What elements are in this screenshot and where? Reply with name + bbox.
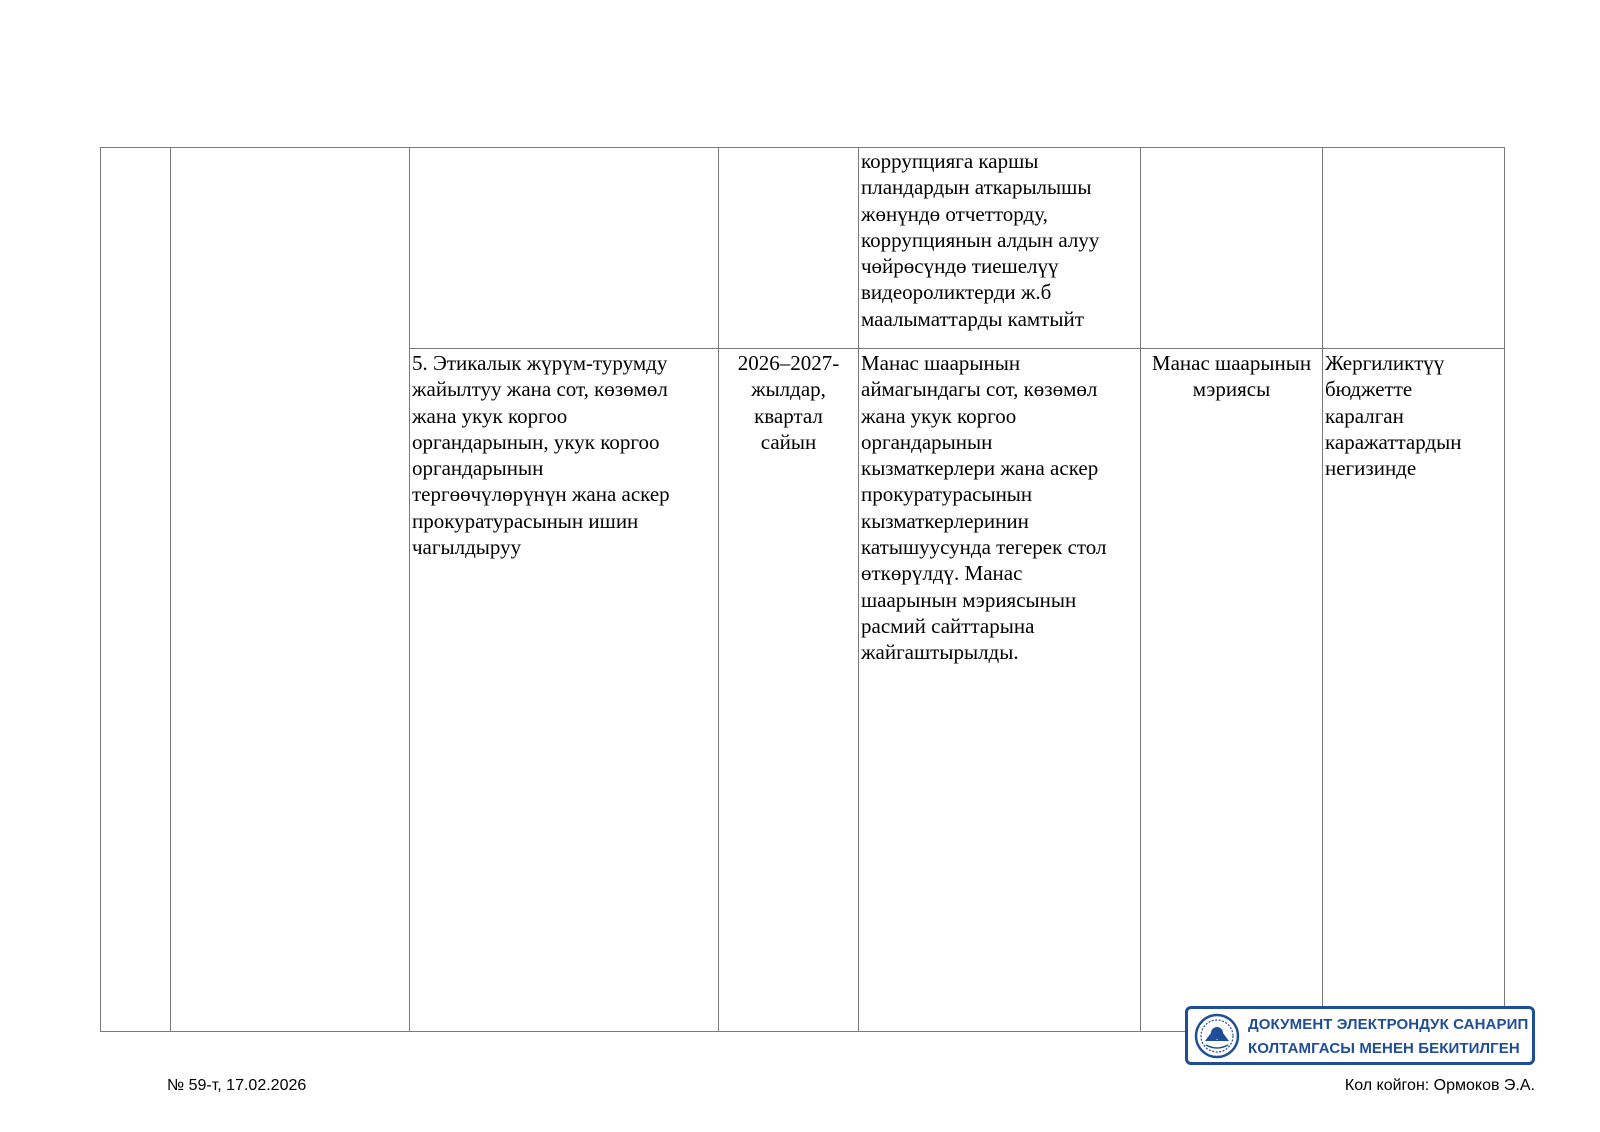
row2-funding-cell: Жергиликтүү бюджетте каралган каражаттардын негизинде: [1325, 351, 1462, 481]
column-border: [718, 147, 719, 1032]
row2-measure-cell: 5. Этикалык жүрүм-турумду жайылтуу жана сот, көзөмөл жана укук коргоо органдарынын, укук коргоо органдарынын тергөөчүлөрүнүн жана аскер прокуратурасынын ишин чагылдыруу: [412, 351, 670, 560]
row2-result-cell: Манас шаарынын аймагындагы сот, көзөмөл жана укук коргоо органдарынын кызматкерлери жана аскер прокуратурасынын кызматкерлеринин катышуусунда тегерек стол өткөрүлдү. Манас шаарынын мэриясынын расмий сайттарына жайгаштырылды.: [861, 351, 1107, 665]
column-border: [858, 147, 859, 1032]
digital-signature-stamp: [1185, 1006, 1535, 1065]
stamp-line-2: КОЛТАМГАСЫ МЕНЕН БЕКИТИЛГЕН: [1248, 1040, 1520, 1057]
document-number: № 59-т, 17.02.2026: [167, 1077, 307, 1094]
column-border: [100, 147, 101, 1032]
table-top-border: [100, 147, 1504, 148]
column-border: [1140, 147, 1141, 1032]
row2-period-cell: 2026–2027- жылдар, квартал сайын: [737, 351, 840, 454]
column-border: [409, 147, 410, 1032]
row-divider: [410, 348, 1504, 349]
column-border: [170, 147, 171, 1032]
row2-responsible-cell: Манас шаарынын мэриясы: [1151, 351, 1312, 402]
stamp-line-1: ДОКУМЕНТ ЭЛЕКТРОНДУК САНАРИП: [1248, 1016, 1529, 1033]
kyrgyz-emblem-icon: [1194, 1013, 1240, 1059]
signed-by: Кол койгон: Ормоков Э.А.: [1344, 1077, 1535, 1094]
row1-result-cell: коррупцияга каршы пландардын аткарылышы жөнүндө отчетторду, коррупциянын алдын алуу чөйрөсүндө тиешелүү видеороликтерди ж.б маалыматтарды камтыйт: [861, 149, 1100, 331]
column-border: [1504, 147, 1505, 1007]
column-border: [1322, 147, 1323, 1007]
